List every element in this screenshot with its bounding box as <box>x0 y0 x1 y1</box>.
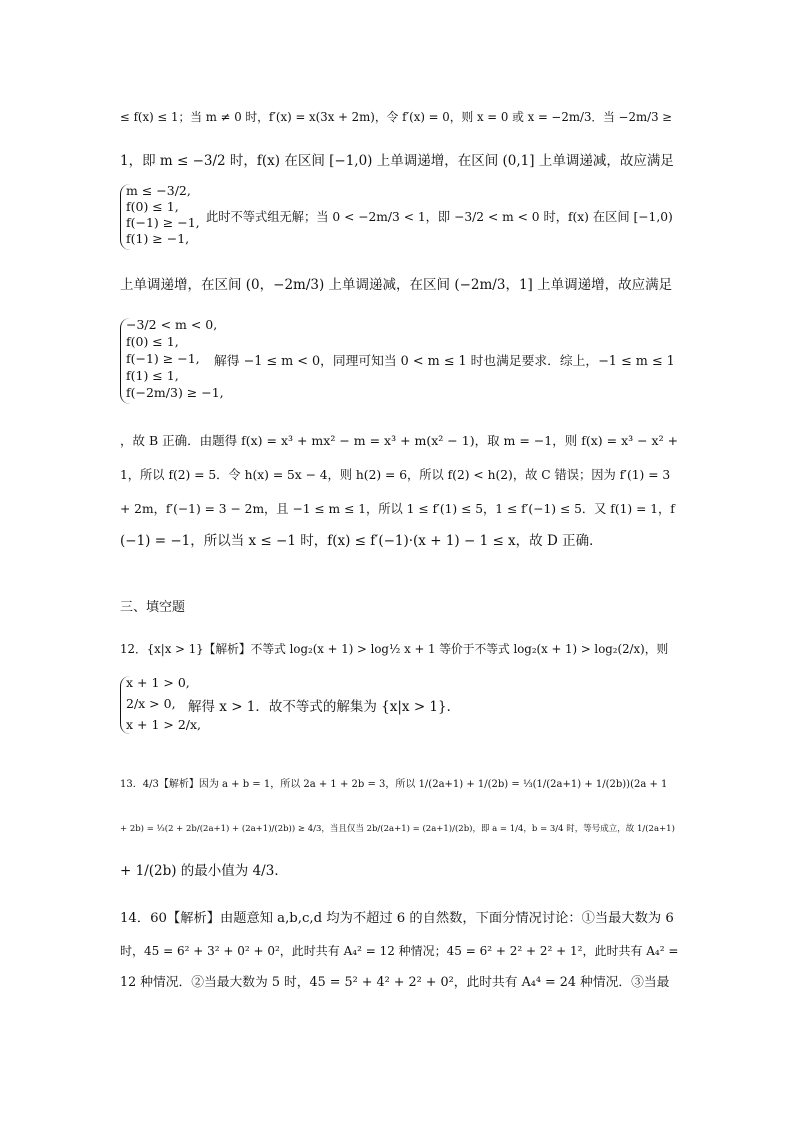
text-line-4: ，故 B 正确．由题得 f(x) = x³ + mx² − m = x³ + m(x² − 1)，取 m = −1，则 f(x) = x³ − x² + <box>120 433 679 448</box>
system1-row-4: f(1) ≥ −1, <box>126 231 190 246</box>
system2-row-2: f(0) ≤ 1, <box>126 334 179 349</box>
system3-row-1: x + 1 > 0, <box>126 675 190 690</box>
q14-line-2: 时，45 = 6² + 3² + 0² + 0²，此时共有 A₄² = 12 种情况；45 = 6² + 2² + 2² + 1²，此时共有 A₄² = <box>120 944 679 958</box>
text-line-5: 1，所以 f(2) = 5．令 h(x) = 5x − 4，则 h(2) = 6，所以 f(2) < h(2)，故 C 错误；因为 f′(1) = 3 <box>120 468 671 482</box>
system2-conclusion: 解得 −1 ≤ m < 0，同理可知当 0 < m ≤ 1 时也满足要求．综上，−1 ≤ m ≤ 1 <box>214 354 675 369</box>
system3-row-3: x + 1 > 2/x, <box>126 717 202 732</box>
q13-line-3: + 1/(2b) 的最小值为 4/3． <box>120 863 288 879</box>
text-line-2: 1，即 m ≤ −3/2 时，f(x) 在区间 [−1,0) 上单调递增，在区间 (0,1] 上单调递减，故应满足 <box>120 153 674 169</box>
system2-row-3: f(−1) ≥ −1, <box>126 351 200 366</box>
system1-row-1: m ≤ −3/2, <box>126 183 191 198</box>
q13-line-1: 13．4/3【解析】因为 a + b = 1，所以 2a + 1 + 2b = 3，所以 1/(2a+1) + 1/(2b) = ⅓(1/(2a+1) + 1/(2b))(2a + 1 <box>120 779 668 790</box>
q14-line-3: 12 种情况．②当最大数为 5 时，45 = 5² + 4² + 2² + 0²，此时共有 A₄⁴ = 24 种情况．③当最 <box>120 975 670 990</box>
text-line-3: 上单调递增，在区间 (0，−2m/3) 上单调递减，在区间 (−2m/3，1] 上单调递增，故应满足 <box>120 277 673 293</box>
system3-conclusion: 解得 x > 1．故不等式的解集为 {x|x > 1}． <box>188 699 461 715</box>
system2-row-4: f(1) ≤ 1, <box>126 368 179 383</box>
system1-conclusion: 此时不等式组无解；当 0 < −2m/3 < 1，即 −3/2 < m < 0 时，f(x) 在区间 [−1,0) <box>206 210 673 224</box>
text-line-7: (−1) = −1，所以当 x ≤ −1 时，f(x) ≤ f′(−1)·(x + 1) − 1 ≤ x，故 D 正确． <box>120 533 603 549</box>
text-line-1: ≤ f(x) ≤ 1；当 m ≠ 0 时，f′(x) = x(3x + 2m)，令 f′(x) = 0，则 x = 0 或 x = −2m/3．当 −2m/3 ≥ <box>120 110 673 124</box>
q13-line-2: + 2b) = ⅓(2 + 2b/(2a+1) + (2a+1)/(2b)) ≥ 4/3，当且仅当 2b/(2a+1) = (2a+1)/(2b)，即 a = 1/4，b = 3/4 时，等号成立，故 1/(2a+1) <box>120 824 675 834</box>
system3-row-2: 2/x > 0, <box>126 696 176 711</box>
system2-row-1: −3/2 < m < 0, <box>126 317 218 332</box>
system1-row-3: f(−1) ≥ −1, <box>126 215 200 230</box>
system1-row-2: f(0) ≤ 1, <box>126 199 179 214</box>
q12-line-1: 12．{x|x > 1}【解析】不等式 log₂(x + 1) > log½ x + 1 等价于不等式 log₂(x + 1) > log₂(2/x)，则 <box>120 642 669 656</box>
system2-row-5: f(−2m/3) ≥ −1, <box>126 385 224 400</box>
section-heading: 三、填空题 <box>120 600 186 615</box>
text-line-6: + 2m，f′(−1) = 3 − 2m，且 −1 ≤ m ≤ 1，所以 1 ≤ f′(1) ≤ 5，1 ≤ f′(−1) ≤ 5．又 f(1) = 1，f <box>120 502 675 516</box>
q14-line-1: 14．60【解析】由题意知 a,b,c,d 均为不超过 6 的自然数，下面分情况讨论：①当最大数为 6 <box>120 911 674 926</box>
